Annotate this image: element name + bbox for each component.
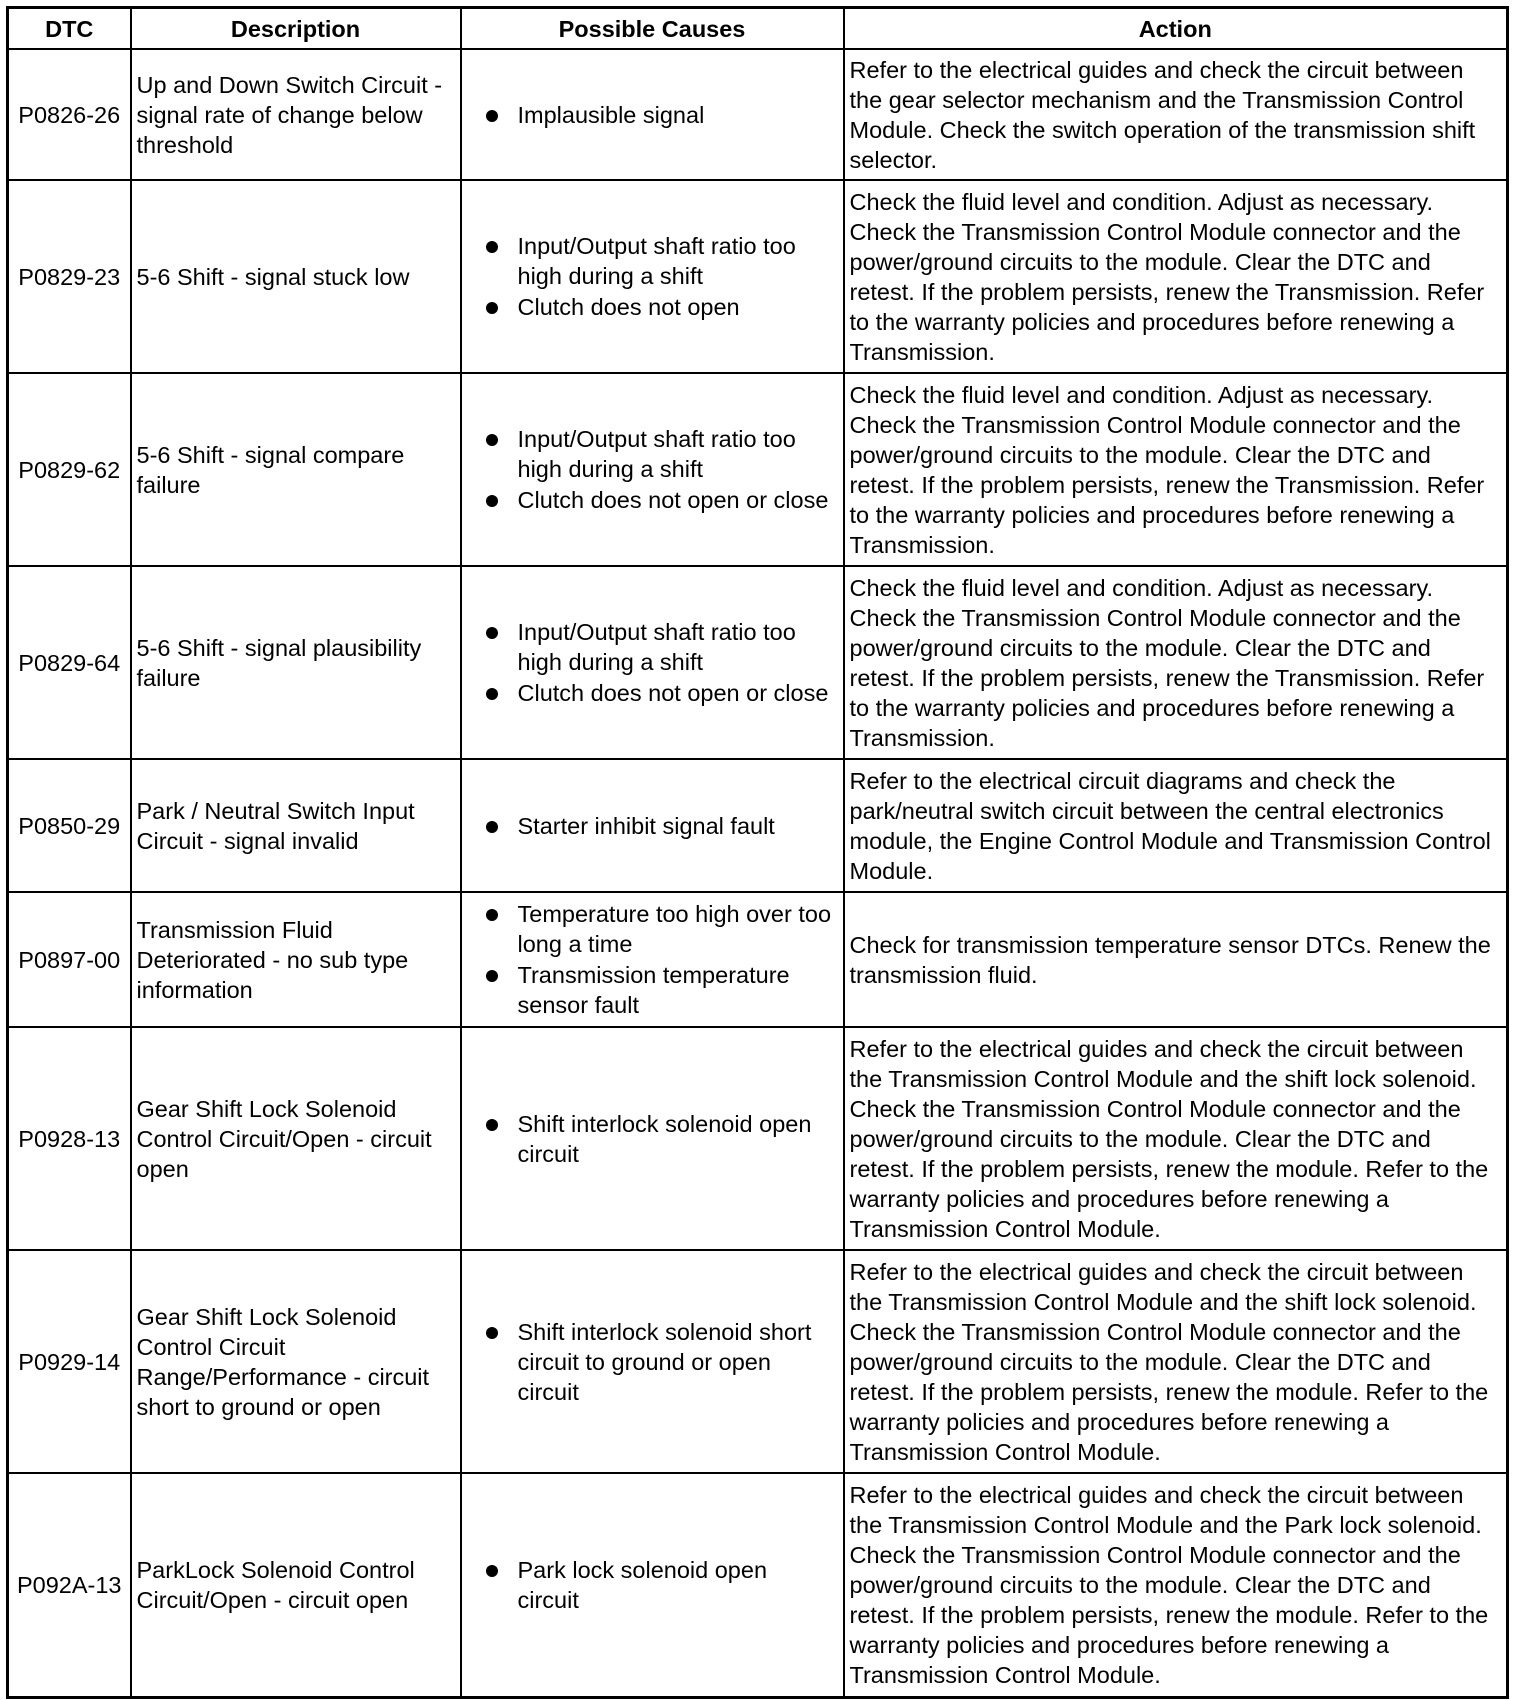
cause-item: Implausible signal bbox=[482, 100, 835, 130]
description-cell: Up and Down Switch Circuit - signal rate of change below threshold bbox=[131, 49, 461, 180]
table-row bbox=[8, 759, 1508, 892]
cause-list bbox=[482, 424, 835, 515]
causes-cell bbox=[461, 566, 844, 759]
header-causes: Possible Causes bbox=[461, 8, 844, 50]
action-cell: Check the fluid level and condition. Adjust as necessary. Check the Transmission Control Module connector and the power/ground circuits to the module. Clear the DTC and retest. If the problem persists, renew the Transmission. Refer to the warranty policies and procedures before renewing a Transmission. bbox=[844, 373, 1508, 566]
description-cell: 5-6 Shift - signal compare failure bbox=[131, 373, 461, 566]
action-cell: Check the fluid level and condition. Adjust as necessary. Check the Transmission Control Module connector and the power/ground circuits to the module. Clear the DTC and retest. If the problem persists, renew the Transmission. Refer to the warranty policies and procedures before renewing a Transmission. bbox=[844, 566, 1508, 759]
causes-cell bbox=[461, 49, 844, 180]
description-cell: Gear Shift Lock Solenoid Control Circuit Range/Performance - circuit short to ground or open bbox=[131, 1250, 461, 1473]
dtc-code: P0850-29 bbox=[8, 759, 131, 892]
cause-list bbox=[482, 231, 835, 322]
dtc-code: P0826-26 bbox=[8, 49, 131, 180]
causes-cell bbox=[461, 892, 844, 1027]
action-cell: Refer to the electrical circuit diagrams and check the park/neutral switch circuit between the central electronics module, the Engine Control Module and Transmission Control Module. bbox=[844, 759, 1508, 892]
dtc-code: P0829-64 bbox=[8, 566, 131, 759]
description-cell: Park / Neutral Switch Input Circuit - signal invalid bbox=[131, 759, 461, 892]
cause-list bbox=[482, 1555, 835, 1615]
action-cell: Refer to the electrical guides and check the circuit between the gear selector mechanism and the Transmission Control Module. Check the switch operation of the transmission shift selector. bbox=[844, 49, 1508, 180]
dtc-code: P0829-62 bbox=[8, 373, 131, 566]
cause-item: Park lock solenoid open circuit bbox=[482, 1555, 835, 1615]
cause-list bbox=[482, 811, 835, 841]
cause-item: Shift interlock solenoid short circuit to ground or open circuit bbox=[482, 1317, 835, 1407]
cause-list bbox=[482, 1109, 835, 1169]
header-row bbox=[8, 8, 1508, 50]
cause-item: Shift interlock solenoid open circuit bbox=[482, 1109, 835, 1169]
action-cell: Refer to the electrical guides and check the circuit between the Transmission Control Module and the shift lock solenoid. Check the Transmission Control Module connector and the power/ground circuits to the module. Clear the DTC and retest. If the problem persists, renew the module. Refer to the warranty policies and procedures before renewing a Transmission Control Module. bbox=[844, 1027, 1508, 1250]
header-description: Description bbox=[131, 8, 461, 50]
dtc-code: P092A-13 bbox=[8, 1473, 131, 1697]
cause-item: Input/Output shaft ratio too high during a shift bbox=[482, 424, 835, 484]
causes-cell bbox=[461, 759, 844, 892]
cause-item: Input/Output shaft ratio too high during a shift bbox=[482, 617, 835, 677]
action-cell: Check for transmission temperature sensor DTCs. Renew the transmission fluid. bbox=[844, 892, 1508, 1027]
dtc-code: P0897-00 bbox=[8, 892, 131, 1027]
cause-item: Input/Output shaft ratio too high during a shift bbox=[482, 231, 835, 291]
table-row bbox=[8, 1027, 1508, 1250]
action-cell: Refer to the electrical guides and check the circuit between the Transmission Control Module and the Park lock solenoid. Check the Transmission Control Module connector and the power/ground circuits to the module. Clear the DTC and retest. If the problem persists, renew the module. Refer to the warranty policies and procedures before renewing a Transmission Control Module. bbox=[844, 1473, 1508, 1697]
cause-list bbox=[482, 1317, 835, 1407]
table-row bbox=[8, 1473, 1508, 1697]
action-cell: Refer to the electrical guides and check the circuit between the Transmission Control Module and the shift lock solenoid. Check the Transmission Control Module connector and the power/ground circuits to the module. Clear the DTC and retest. If the problem persists, renew the module. Refer to the warranty policies and procedures before renewing a Transmission Control Module. bbox=[844, 1250, 1508, 1473]
causes-cell bbox=[461, 1250, 844, 1473]
table-row bbox=[8, 49, 1508, 180]
causes-cell bbox=[461, 1027, 844, 1250]
cause-item: Starter inhibit signal fault bbox=[482, 811, 835, 841]
cause-item: Clutch does not open bbox=[482, 292, 835, 322]
causes-cell bbox=[461, 373, 844, 566]
description-cell: 5-6 Shift - signal plausibility failure bbox=[131, 566, 461, 759]
header-dtc: DTC bbox=[8, 8, 131, 50]
description-cell: 5-6 Shift - signal stuck low bbox=[131, 180, 461, 373]
cause-item: Clutch does not open or close bbox=[482, 678, 835, 708]
dtc-table bbox=[6, 6, 1509, 1699]
table-row bbox=[8, 566, 1508, 759]
causes-cell bbox=[461, 180, 844, 373]
cause-list bbox=[482, 100, 835, 130]
table-row bbox=[8, 373, 1508, 566]
cause-list bbox=[482, 899, 835, 1020]
cause-list bbox=[482, 617, 835, 708]
dtc-code: P0829-23 bbox=[8, 180, 131, 373]
causes-cell bbox=[461, 1473, 844, 1697]
action-cell: Check the fluid level and condition. Adjust as necessary. Check the Transmission Control Module connector and the power/ground circuits to the module. Clear the DTC and retest. If the problem persists, renew the Transmission. Refer to the warranty policies and procedures before renewing a Transmission. bbox=[844, 180, 1508, 373]
description-cell: Gear Shift Lock Solenoid Control Circuit/Open - circuit open bbox=[131, 1027, 461, 1250]
table-row bbox=[8, 892, 1508, 1027]
cause-item: Transmission temperature sensor fault bbox=[482, 960, 835, 1020]
cause-item: Clutch does not open or close bbox=[482, 485, 835, 515]
description-cell: Transmission Fluid Deteriorated - no sub type information bbox=[131, 892, 461, 1027]
cause-item: Temperature too high over too long a time bbox=[482, 899, 835, 959]
dtc-code: P0929-14 bbox=[8, 1250, 131, 1473]
table-row bbox=[8, 1250, 1508, 1473]
description-cell: ParkLock Solenoid Control Circuit/Open - circuit open bbox=[131, 1473, 461, 1697]
dtc-code: P0928-13 bbox=[8, 1027, 131, 1250]
table-row bbox=[8, 180, 1508, 373]
header-action: Action bbox=[844, 8, 1508, 50]
